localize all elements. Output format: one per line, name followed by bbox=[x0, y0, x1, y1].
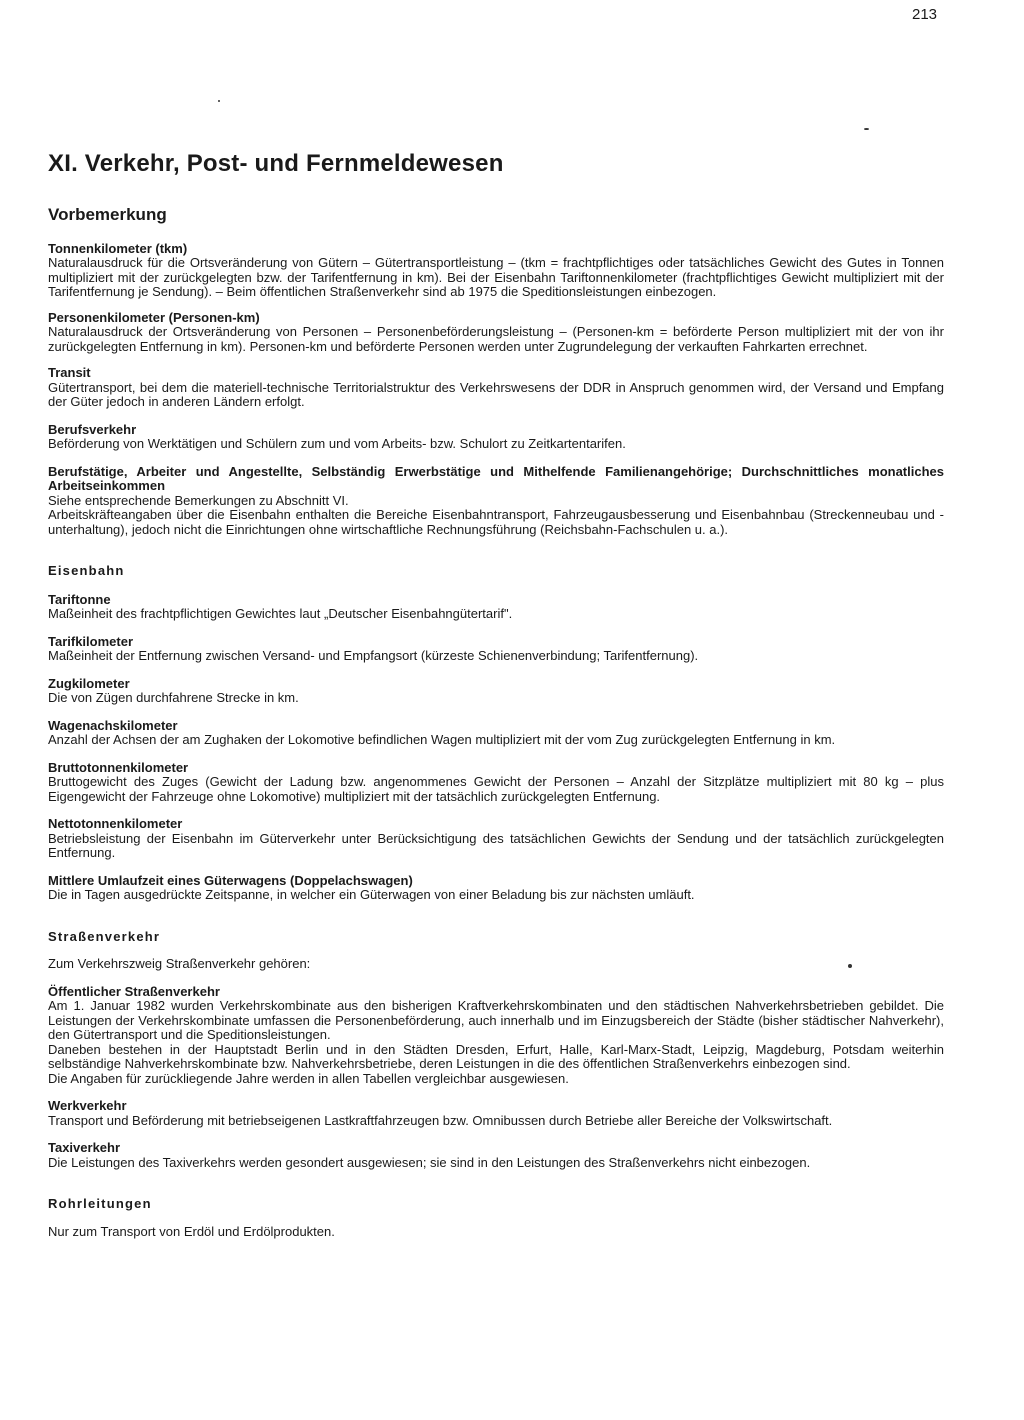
entry-tarifkilometer bbox=[48, 635, 944, 664]
entry-term: Zugkilometer bbox=[48, 675, 130, 691]
entry-term: Tonnenkilometer (tkm) bbox=[48, 240, 188, 256]
entry-taxiverkehr bbox=[48, 1141, 944, 1170]
section-heading-eisenbahn: Eisenbahn bbox=[48, 563, 125, 578]
entry-text: Maßeinheit des frachtpflichtigen Gewichtes laut „Deutscher Eisenbahngütertarif". bbox=[48, 606, 513, 621]
entry-text: Naturalausdruck der Ortsveränderung von Personen – Personenbeförderungsleistung – (Personen-km = beförderte Person multipliziert mit der von ihr zurückgelegten Entfernung in km). Personen-km und beförderte Personen werden unter Zugrundelegung der verkauften Fahrkarten errechnet. bbox=[48, 324, 944, 354]
entry-text: Die von Zügen durchfahrene Strecke in km. bbox=[48, 690, 299, 705]
entry-term: Berufsverkehr bbox=[48, 421, 137, 437]
entry-text: Siehe entsprechende Bemerkungen zu Abschnitt VI. bbox=[48, 492, 349, 508]
entry-term: Bruttotonnenkilometer bbox=[48, 759, 189, 775]
entry-text: Maßeinheit der Entfernung zwischen Versand- und Empfangsort (kürzeste Schienenverbindung; Tarifentfernung). bbox=[48, 648, 699, 663]
entry-term: Mittlere Umlaufzeit eines Güterwagens (Doppelachswagen) bbox=[48, 872, 413, 888]
entry-text: Transport und Beförderung mit betriebseigenen Lastkraftfahrzeugen bzw. Omnibussen durch Betriebe aller Bereiche der Volkswirtschaft. bbox=[48, 1112, 833, 1128]
entry-text: Die in Tagen ausgedrückte Zeitspanne, in welcher ein Güterwagen von einer Beladung bis zur nächsten umläuft. bbox=[48, 887, 695, 902]
entry-term: Taxiverkehr bbox=[48, 1140, 121, 1155]
entry-text: Daneben bestehen in der Hauptstadt Berlin und in den Städten Dresden, Erfurt, Halle, Karl-Marx-Stadt, Leipzig, Magdeburg, Potsdam weiterhin selbständige Nahverkehrskombinate bzw. Nahverkehrsbetriebe, deren Leistungen in die des öffentlichen Straßenverkehrs einbezogen sind. bbox=[48, 1041, 944, 1071]
strassenverkehr-intro: Zum Verkehrszweig Straßenverkehr gehören: bbox=[48, 956, 311, 971]
entry-wagenachskilometer bbox=[48, 719, 944, 748]
entry-text: Beförderung von Werktätigen und Schülern zum und vom Arbeits- bzw. Schulort zu Zeitkartentarifen. bbox=[48, 436, 626, 451]
entry-term: Personenkilometer (Personen-km) bbox=[48, 309, 260, 325]
entry-werkverkehr bbox=[48, 1099, 944, 1128]
entry-mittlere-umlaufzeit bbox=[48, 874, 944, 903]
entry-tonnenkilometer bbox=[48, 242, 944, 300]
entry-text: Am 1. Januar 1982 wurden Verkehrskombinate aus den bisherigen Kraftverkehrskombinaten und den städtischen Nahverkehrsbetrieben gebildet. Die Leistungen der Verkehrskombinate umfassen die Personenbeförderung, auch innerhalb und im Einzugsbereich der Städte (bisher städtischer Nahverkehr), den Gütertransport und die Speditionsleistungen. bbox=[48, 998, 944, 1042]
scan-speck bbox=[218, 100, 220, 102]
entry-personenkilometer bbox=[48, 311, 944, 355]
entry-bruttotonnenkilometer bbox=[48, 761, 944, 805]
entry-text: Naturalausdruck für die Ortsveränderung von Gütern – Gütertransportleistung – (tkm = frachtpflichtiges oder tatsächliches Gewicht des Gutes in Tonnen multipliziert mit der zurückgelegten bzw. der Tarifentfernung in km). Bei der Eisenbahn Tariftonnenkilometer (frachtpflichtiges Gewicht multipliziert mit der Tarifentfernung je Sendung). – Beim öffentlichen Straßenverkehr sind ab 1975 die Speditionsleistungen einbezogen. bbox=[48, 255, 944, 299]
entry-transit bbox=[48, 366, 944, 410]
entry-text: Betriebsleistung der Eisenbahn im Güterverkehr unter Berücksichtigung des tatsächlichen Gewichts der Sendung und der tatsächlich zurückgelegten Entfernung. bbox=[48, 830, 944, 860]
entry-text: Die Angaben für zurückliegende Jahre werden in allen Tabellen vergleichbar ausgewiesen. bbox=[48, 1070, 569, 1086]
section-heading-vorbemerkung: Vorbemerkung bbox=[48, 205, 167, 224]
rohrleitungen-text: Nur zum Transport von Erdöl und Erdölprodukten. bbox=[48, 1223, 335, 1239]
entry-text: Arbeitskräfteangaben über die Eisenbahn enthalten die Bereiche Eisenbahntransport, Fahrzeugausbesserung und Eisenbahnbau (Streckenneubau und -unterhaltung), jedoch nicht die Einrichtungen ohne wirtschaftliche Rechnungsführung (Reichsbahn-Fachschulen u. a.). bbox=[48, 507, 944, 537]
entry-berufstaetige bbox=[48, 465, 944, 538]
page-number: 213 bbox=[912, 6, 938, 23]
entry-zugkilometer bbox=[48, 677, 944, 706]
entry-tariftonne bbox=[48, 593, 944, 622]
entry-text: Gütertransport, bei dem die materiell-technische Territorialstruktur des Verkehrswesens der DDR in Anspruch genommen wird, der Versand und Empfang der Güter jedoch in anderen Ländern erfolgt. bbox=[48, 379, 944, 409]
entry-nettotonnenkilometer bbox=[48, 817, 944, 861]
entry-text: Anzahl der Achsen der am Zughaken der Lokomotive befindlichen Wagen multipliziert mit der vom Zug zurückgelegten Entfernung in km. bbox=[48, 732, 836, 747]
entry-term: Wagenachskilometer bbox=[48, 717, 178, 733]
scan-speck bbox=[864, 128, 869, 130]
entry-term: Transit bbox=[48, 365, 91, 380]
document-body bbox=[48, 205, 944, 1239]
entry-text: Bruttogewicht des Zuges (Gewicht der Ladung bzw. angenommenes Gewicht der Personen – Anzahl der Sitzplätze multipliziert mit 80 kg – plus Eigengewicht der Fahrzeuge ohne Lokomotive) multipliziert mit der tatsächlich zurückgelegten Entfernung. bbox=[48, 774, 944, 804]
entry-term: Nettotonnenkilometer bbox=[48, 816, 183, 831]
chapter-title: XI. Verkehr, Post- und Fernmeldewesen bbox=[48, 150, 504, 177]
section-heading-strassenverkehr: Straßenverkehr bbox=[48, 928, 161, 944]
entry-term: Berufstätige, Arbeiter und Angestellte, Selbständig Erwerbstätige und Mithelfende Familienangehörige; Durchschnittliches monatliches Arbeitseinkommen bbox=[48, 463, 944, 493]
section-heading-rohrleitungen: Rohrleitungen bbox=[48, 1196, 152, 1211]
entry-term: Werkverkehr bbox=[48, 1098, 127, 1113]
entry-text: Die Leistungen des Taxiverkehrs werden gesondert ausgewiesen; sie sind in den Leistungen des Straßenverkehrs nicht einbezogen. bbox=[48, 1154, 811, 1170]
entry-term: Tarifkilometer bbox=[48, 633, 134, 649]
entry-berufsverkehr bbox=[48, 423, 944, 452]
entry-term: Öffentlicher Straßenverkehr bbox=[48, 983, 220, 999]
entry-oeffentlicher-strassenverkehr bbox=[48, 985, 944, 1087]
entry-term: Tariftonne bbox=[48, 591, 111, 607]
